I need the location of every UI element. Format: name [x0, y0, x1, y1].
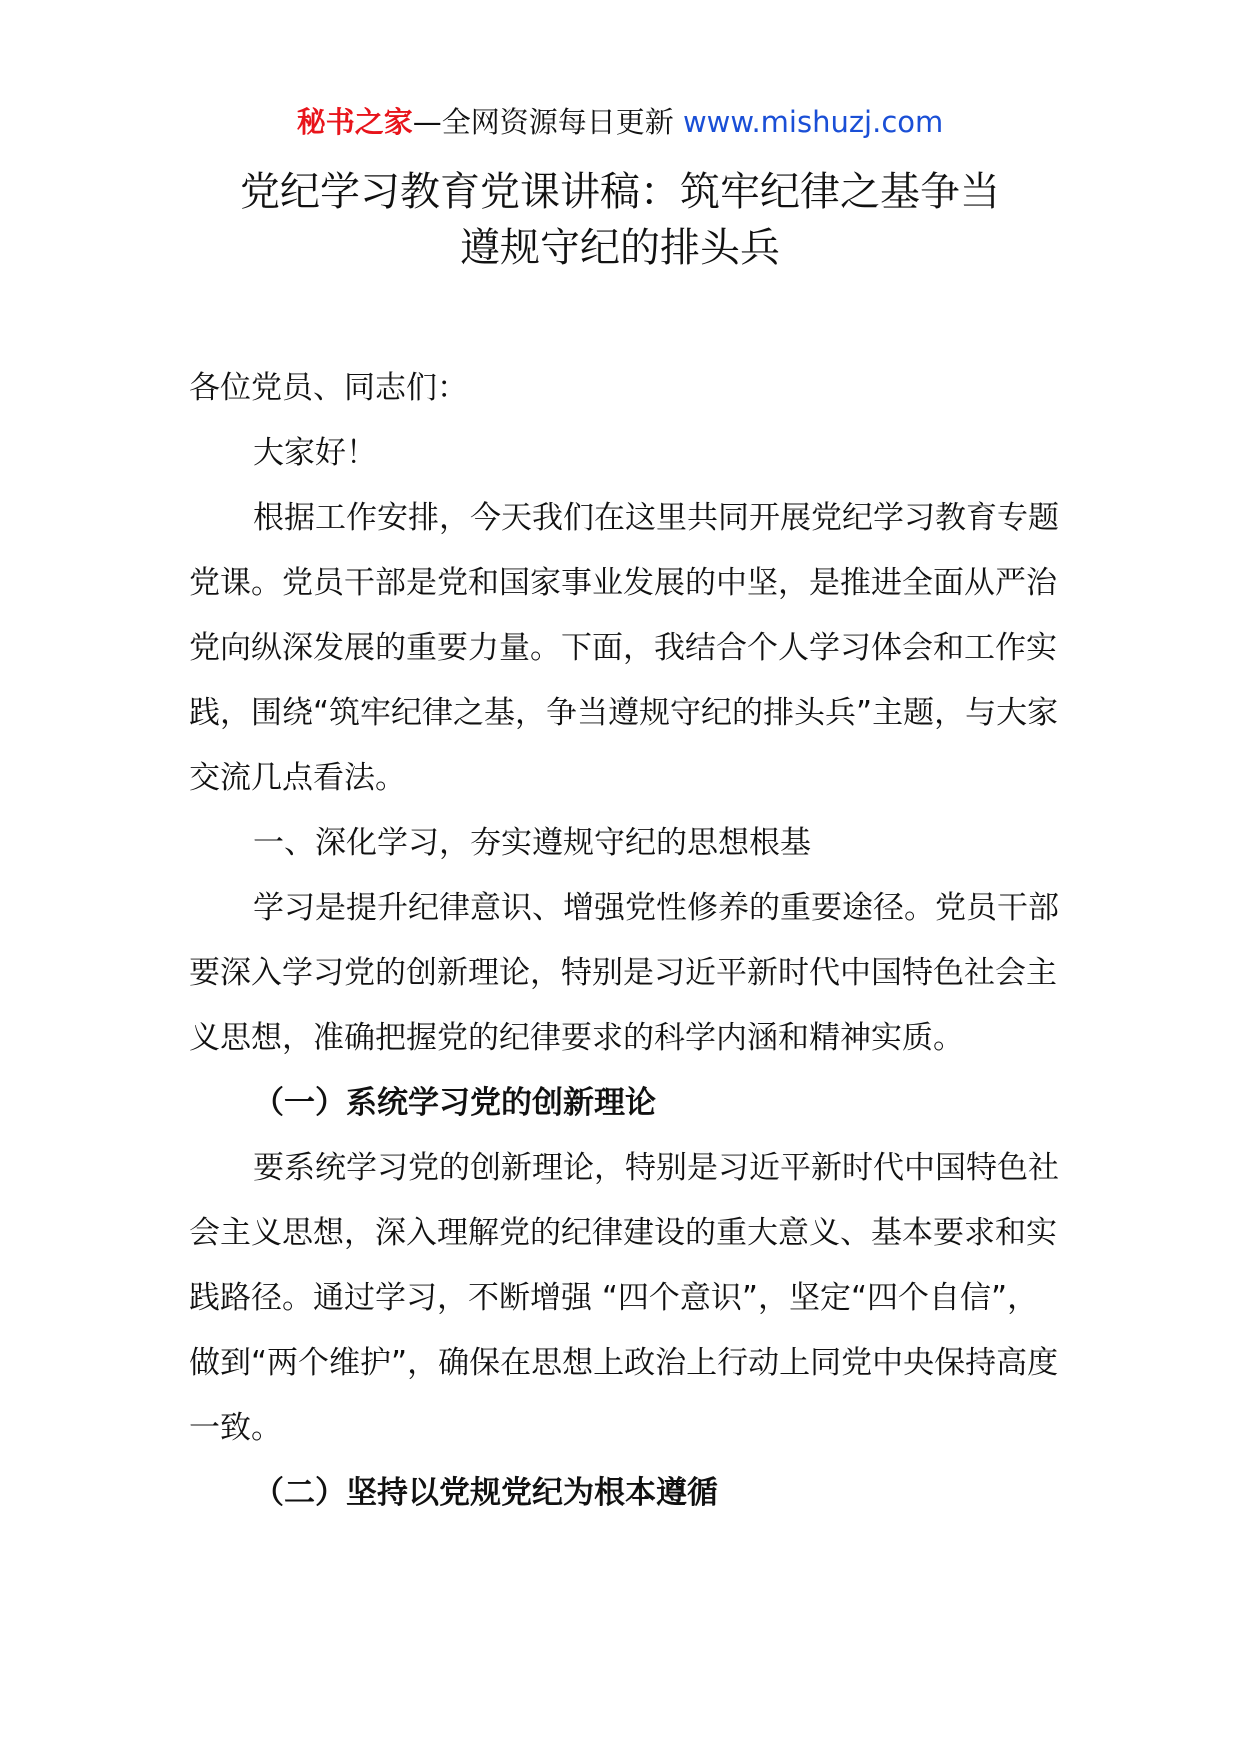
greeting: 大家好！ [253, 435, 377, 471]
intro-paragraph: 根据工作安排，今天我们在这里共同开展党纪学习教育专题党课。党员干部是党和国家事业发展的中坚，是推进全面从严治党向纵深发展的重要力量。下面，我结合个人学习体会和工作实践，围绕“筑牢纪律之基，争当遵规守纪的排头兵”主题，与大家交流几点看法。 [189, 500, 1059, 796]
subsection-1-heading: （一）系统学习党的创新理论 [253, 1085, 656, 1121]
brand-name: 秘书之家 [296, 105, 413, 139]
title-line-1: 党纪学习教育党课讲稿：筑牢纪律之基争当 [240, 169, 1000, 215]
site-url-link[interactable]: www.mishuzj.com [682, 105, 944, 139]
subsection-1-paragraph: 要系统学习党的创新理论，特别是习近平新时代中国特色社会主义思想，深入理解党的纪律建设的重大意义、基本要求和实践路径。通过学习，不断增强 “四个意识”，坚定“四个自信”，做到“两个维护”，确保在思想上政治上行动上同党中央保持高度一致。 [189, 1150, 1059, 1446]
section-1-heading: 一、深化学习，夯实遵规守纪的思想根基 [253, 825, 811, 861]
title-line-2: 遵规守纪的排头兵 [460, 225, 780, 271]
salutation: 各位党员、同志们： [189, 370, 468, 406]
document-title [120, 164, 1120, 276]
section-1-paragraph: 学习是提升纪律意识、增强党性修养的重要途径。党员干部要深入学习党的创新理论，特别是习近平新时代中国特色社会主义思想，准确把握党的纪律要求的科学内涵和精神实质。 [189, 890, 1059, 1056]
site-banner [0, 102, 1240, 142]
document-body [189, 356, 1059, 1526]
subsection-2-heading: （二）坚持以党规党纪为根本遵循 [253, 1475, 718, 1511]
banner-slogan: —全网资源每日更新 [412, 105, 674, 139]
